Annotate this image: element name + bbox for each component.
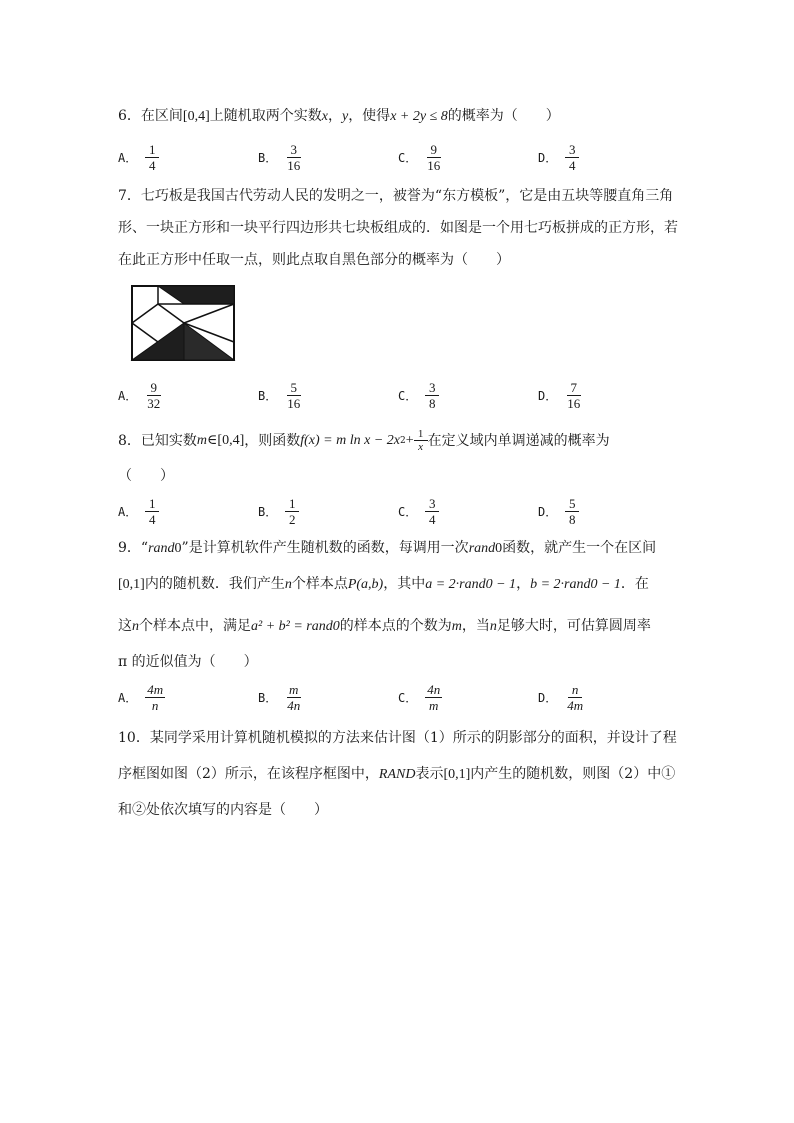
q9-option-b[interactable]: B． $\frac{m}{4n}$ xyxy=(258,682,301,713)
q9-stem-line2: [0,1]内的随机数．我们产生n个样本点P(a,b)，其中a = 2·rand0 − 1，b = 2·rand0 − 1．在 xyxy=(118,576,649,592)
q9-stem-line1: 9．“rand0”是计算机软件产生随机数的函数，每调用一次rand0函数，就产生一个在区间 xyxy=(118,540,657,556)
q7-stem-line2: 形、一块正方形和一块平行四边形共七块板组成的．如图是一个用七巧板拼成的正方形，若 xyxy=(118,220,678,236)
q6-number: 6． xyxy=(118,108,141,124)
q9-option-d[interactable]: D． $\frac{n}{4m}$ xyxy=(538,682,584,713)
q7-option-b[interactable]: B． $\frac{5}{16}$ xyxy=(258,380,301,411)
q10-stem-line1: 10．某同学采用计算机随机模拟的方法来估计图（1）所示的阴影部分的面积，并设计了程 xyxy=(118,730,677,746)
q8-option-a[interactable]: A． $\frac{1}{4}$ xyxy=(118,496,159,527)
q9-option-a[interactable]: A． $\frac{4m}{n}$ xyxy=(118,682,164,713)
q6-option-a[interactable]: A． $\frac{1}{4}$ xyxy=(118,142,159,173)
q7-stem-line3: 在此正方形中任取一点，则此点取自黑色部分的概率为（ ） xyxy=(118,252,510,268)
q9-stem-line4: π 的近似值为（ ） xyxy=(118,654,258,670)
q9-stem-line3: 这n个样本点中，满足a² + b² = rand0的样本点的个数为m，当n足够大时，可估算圆周率 xyxy=(118,618,651,634)
tangram-figure xyxy=(130,284,236,362)
q10-stem-line2: 序框图如图（2）所示，在该程序框图中，RAND表示[0,1]内产生的随机数，则图（2）中① xyxy=(118,766,676,782)
q8-stem-line2: （ ） xyxy=(118,468,174,484)
q6-stem: 6．在区间[0,4]上随机取两个实数x，y，使得x + 2y ≤ 8的概率为（ ） xyxy=(118,108,560,124)
q8-option-d[interactable]: D． $\frac{5}{8}$ xyxy=(538,496,579,527)
q7-option-d[interactable]: D． $\frac{7}{16}$ xyxy=(538,380,581,411)
q6-condition: x + 2y ≤ 8 xyxy=(390,109,448,124)
q8-stem: 8． 已知实数 m ∈[0,4] ，则函数 f(x) = m ln x − 2x 2 + $\frac{1}{x}$ 在定义域内单调递减的概率为 xyxy=(118,428,610,453)
q8-option-b[interactable]: B． $\frac{1}{2}$ xyxy=(258,496,299,527)
q8-option-c[interactable]: C． $\frac{3}{4}$ xyxy=(398,496,439,527)
q7-option-a[interactable]: A． $\frac{9}{32}$ xyxy=(118,380,161,411)
q10-stem-line3: 和②处依次填写的内容是（ ） xyxy=(118,802,328,818)
q9-option-c[interactable]: C． $\frac{4n}{m}$ xyxy=(398,682,441,713)
q7-option-c[interactable]: C． $\frac{3}{8}$ xyxy=(398,380,439,411)
q8-function: f(x) = m ln x − 2x xyxy=(300,432,400,448)
q6-option-d[interactable]: D． $\frac{3}{4}$ xyxy=(538,142,579,173)
q8-number: 8． xyxy=(118,432,141,449)
q6-option-c[interactable]: C． $\frac{9}{16}$ xyxy=(398,142,441,173)
q7-stem-line1: 7．七巧板是我国古代劳动人民的发明之一，被誉为“东方模板”，它是由五块等腰直角三角 xyxy=(118,188,674,204)
q6-option-b[interactable]: B． $\frac{3}{16}$ xyxy=(258,142,301,173)
